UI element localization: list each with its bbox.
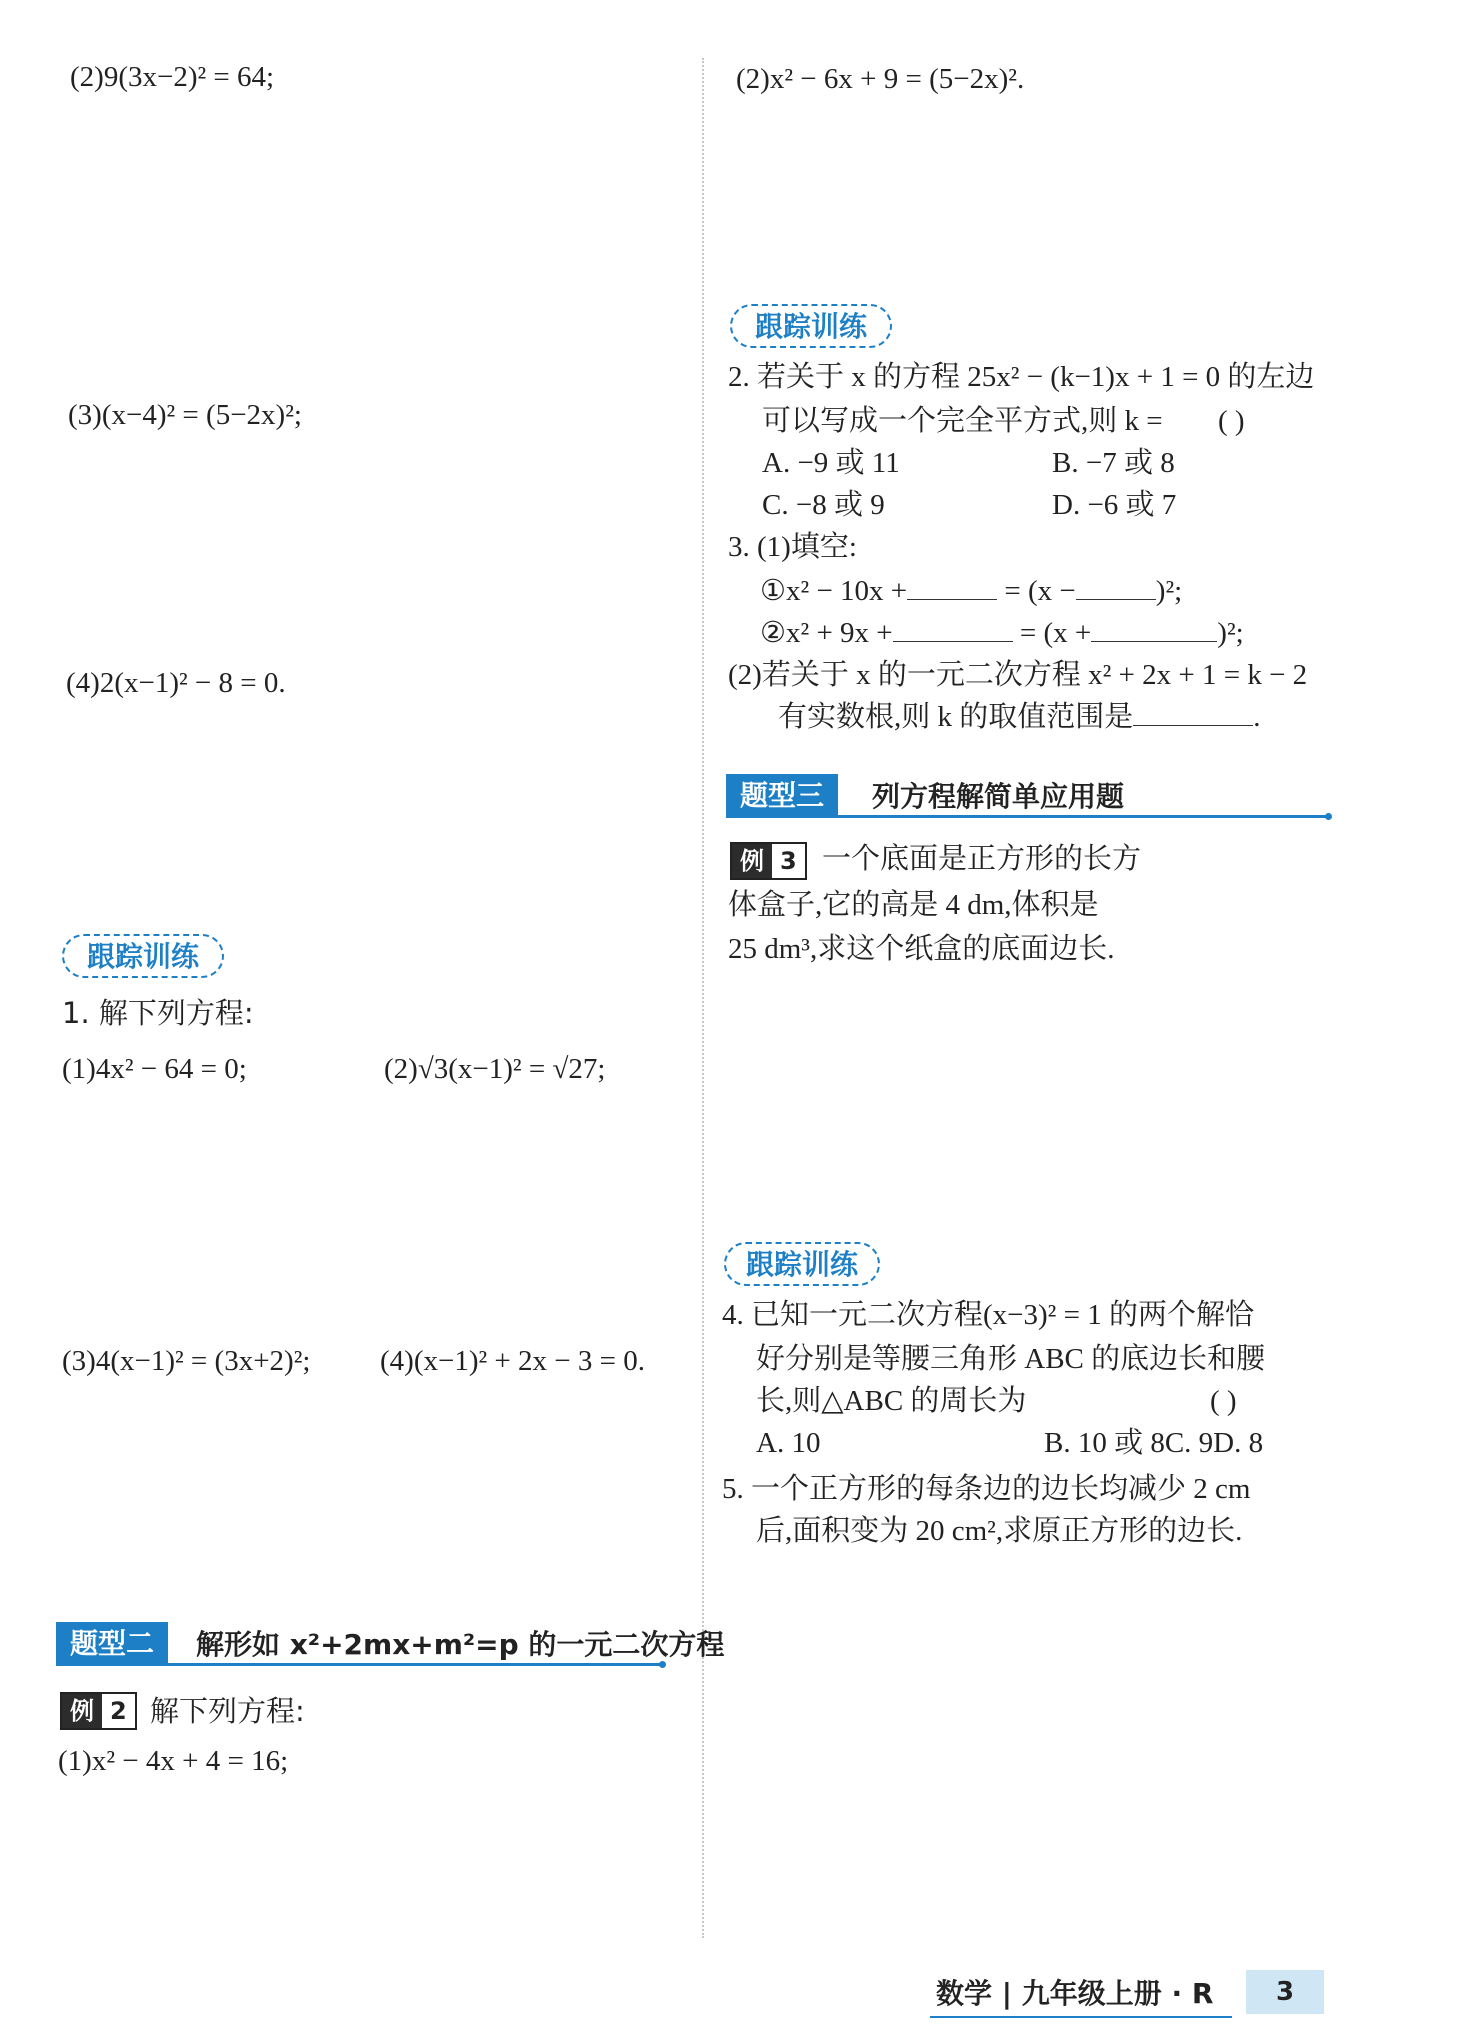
section-type2-header (56, 1622, 725, 1666)
type2-badge: 题型二 (56, 1622, 168, 1666)
question2-option-d: D. −6 或 7 (1052, 489, 1177, 521)
q3p2-blank[interactable] (1133, 699, 1253, 726)
question4-option-a: A. 10 (756, 1427, 821, 1459)
question3-fill-a (760, 572, 1182, 610)
example2-text: 解下列方程: (150, 1694, 305, 1728)
example3-number: 3 (772, 844, 805, 878)
example3-tag (730, 842, 807, 880)
question1-part2: (2)√3(x−1)² = √27; (384, 1053, 606, 1085)
type3-underline-dot (1325, 813, 1332, 820)
question4-line1: 4. 已知一元二次方程(x−3)² = 1 的两个解恰 (722, 1299, 1254, 1331)
practice-label-right-2: 跟踪训练 (724, 1242, 880, 1286)
q3a-end: )²; (1155, 575, 1183, 607)
question3-fill-b (760, 614, 1244, 652)
example3-line1: 一个底面是正方形的长方 (822, 843, 1142, 875)
example2-number: 2 (102, 1694, 135, 1728)
question2-option-a: A. −9 或 11 (762, 447, 900, 479)
example1-part4: (4)2(x−1)² − 8 = 0. (66, 667, 286, 699)
example2-key: 例 (62, 1694, 102, 1728)
question4-line3: 长,则△ABC 的周长为 (756, 1385, 1027, 1417)
footer-underline (930, 2016, 1232, 2018)
section-type3-header (726, 774, 1330, 818)
question5-line1: 5. 一个正方形的每条边的边长均减少 2 cm (722, 1473, 1251, 1505)
footer-subject: 数学 | 九年级上册 · R (936, 1977, 1214, 2010)
q3b-middle: = (x + (1012, 617, 1092, 649)
question2-option-b: B. −7 或 8 (1052, 447, 1175, 479)
type3-badge: 题型三 (726, 774, 838, 818)
question4-option-b: B. 10 或 8C. 9D. 8 (1044, 1427, 1264, 1459)
example3-key: 例 (732, 844, 772, 878)
example1-part3: (3)(x−4)² = (5−2x)²; (68, 399, 302, 431)
q3b-end: )²; (1217, 617, 1244, 649)
type2-title: 解形如 x²+2mx+m²=p 的一元二次方程 (196, 1628, 725, 1661)
q3a-blank-2[interactable] (1076, 573, 1156, 600)
q3b-prefix: ②x² + 9x + (760, 617, 893, 649)
practice-label-left: 跟踪训练 (62, 934, 224, 978)
question2-line2: 可以写成一个完全平方式,则 k = (762, 405, 1163, 437)
question4-answer-paren: ( ) (1210, 1385, 1237, 1417)
type3-title: 列方程解简单应用题 (872, 780, 1125, 813)
page-number: 3 (1246, 1970, 1324, 2014)
q3p2-text: 有实数根,则 k 的取值范围是 (778, 701, 1134, 733)
q3a-blank-1[interactable] (907, 573, 997, 600)
question4-line2: 好分别是等腰三角形 ABC 的底边长和腰 (756, 1343, 1266, 1375)
question1-part4: (4)(x−1)² + 2x − 3 = 0. (380, 1345, 645, 1377)
example2-part1: (1)x² − 4x + 4 = 16; (58, 1745, 289, 1777)
example2-tag (60, 1692, 137, 1730)
question5-line2: 后,面积变为 20 cm²,求原正方形的边长. (756, 1515, 1243, 1547)
example1-part2: (2)9(3x−2)² = 64; (70, 61, 275, 93)
q3b-blank-2[interactable] (1091, 615, 1217, 642)
question3-part2-line2 (778, 698, 1261, 736)
question3-part2-line1: (2)若关于 x 的一元二次方程 x² + 2x + 1 = k − 2 (728, 659, 1308, 691)
type2-underline (56, 1663, 664, 1666)
q3p2-end: . (1253, 701, 1261, 733)
question2-option-c: C. −8 或 9 (762, 489, 885, 521)
example2-part2: (2)x² − 6x + 9 = (5−2x)². (736, 63, 1025, 95)
question2-line1: 2. 若关于 x 的方程 25x² − (k−1)x + 1 = 0 的左边 (728, 361, 1315, 393)
question1-title: 1. 解下列方程: (62, 996, 254, 1030)
q3a-prefix: ①x² − 10x + (760, 575, 908, 607)
question1-part1: (1)4x² − 64 = 0; (62, 1053, 247, 1085)
question1-part3: (3)4(x−1)² = (3x+2)²; (62, 1345, 311, 1377)
example3-line2: 体盒子,它的高是 4 dm,体积是 (728, 889, 1099, 921)
type3-underline (726, 815, 1330, 818)
q3b-blank-1[interactable] (893, 615, 1013, 642)
example3-line3: 25 dm³,求这个纸盒的底面边长. (728, 933, 1115, 965)
question2-answer-paren: ( ) (1218, 405, 1245, 437)
question3-line1: 3. (1)填空: (728, 531, 857, 563)
q3a-middle: = (x − (997, 575, 1076, 607)
practice-label-right-1: 跟踪训练 (730, 304, 892, 348)
type2-underline-dot (659, 1661, 666, 1668)
